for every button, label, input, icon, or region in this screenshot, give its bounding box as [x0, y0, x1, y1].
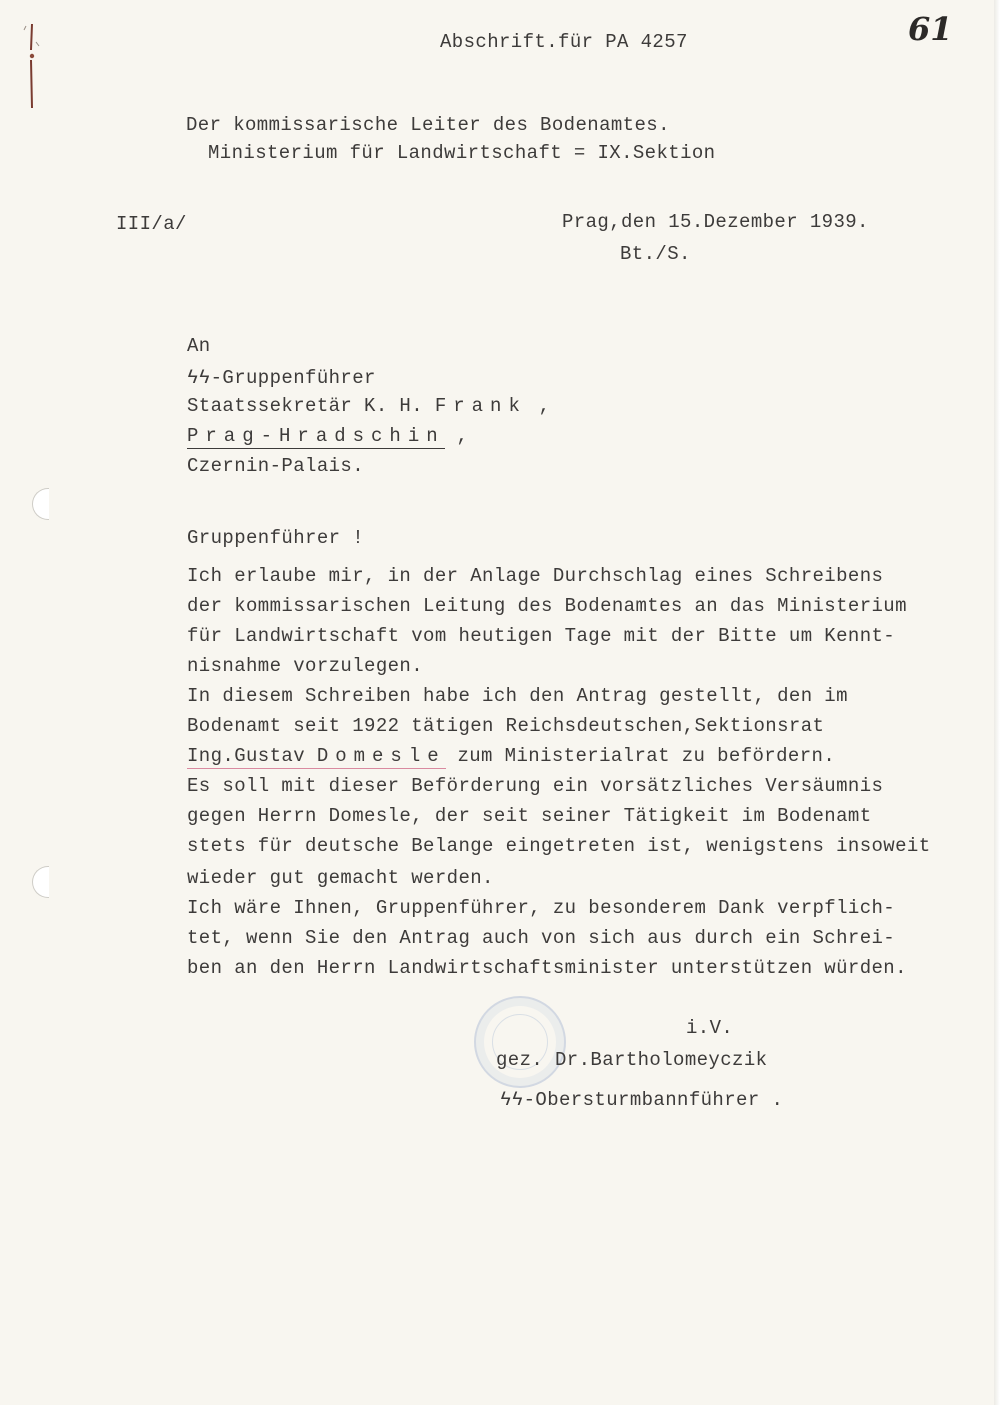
recipient-city-line	[187, 426, 468, 446]
recipient-title: Staatssekretär K. H.	[187, 395, 435, 417]
faded-stamp	[474, 996, 566, 1088]
signature-name: gez. Dr.Bartholomeyczik	[496, 1049, 768, 1071]
recipient-name-suffix: ,	[526, 395, 551, 417]
body-line-13: tet, wenn Sie den Antrag auch von sich aus durch ein Schrei-	[187, 927, 896, 949]
body-line-1: Ich erlaube mir, in der Anlage Durchschlag eines Schreibens	[187, 565, 884, 587]
body-line-14: ben an den Herrn Landwirtschaftsminister unterstützen würden.	[187, 957, 907, 979]
signature-rank: ϟϟ-Obersturmbannführer .	[500, 1089, 784, 1111]
body-line-9: gegen Herrn Domesle, der seit seiner Tätigkeit im Bodenamt	[187, 805, 872, 827]
body-line-11: wieder gut gemacht werden.	[187, 867, 494, 889]
recipient-to: An	[187, 335, 211, 357]
body-line-4: nisnahme vorzulegen.	[187, 655, 424, 677]
recipient-city: Prag-Hradschin	[187, 425, 445, 447]
body-line-5: In diesem Schreiben habe ich den Antrag gestellt, den im	[187, 685, 848, 707]
page-number: 61	[908, 10, 953, 48]
signature-proxy: i.V.	[686, 1017, 734, 1039]
file-number: III/a/	[116, 213, 187, 235]
recipient-name: Frank	[434, 395, 527, 417]
salutation: Gruppenführer !	[187, 527, 365, 549]
body-line-7-suffix: zum Ministerialrat zu befördern.	[445, 745, 836, 767]
body-line-3: für Landwirtschaft vom heutigen Tage mit der Bitte um Kennt-	[187, 625, 896, 647]
body-line-2: der kommissarischen Leitung des Bodenamtes an das Ministerium	[187, 595, 907, 617]
initials: Bt./S.	[620, 243, 691, 265]
recipient-building: Czernin-Palais.	[187, 455, 365, 477]
body-line-6: Bodenamt seit 1922 tätigen Reichsdeutschen,Sektionsrat	[187, 715, 825, 737]
sender-line-1: Der kommissarische Leiter des Bodenamtes.	[186, 114, 670, 136]
body-line-12: Ich wäre Ihnen, Gruppenführer, zu besonderem Dank verpflich-	[187, 897, 896, 919]
body-line-7-prefix: Ing.Gustav	[187, 745, 317, 767]
body-line-10: stets für deutsche Belange eingetreten ist, wenigstens insoweit	[187, 835, 931, 857]
body-line-7	[187, 746, 835, 766]
staple-mark	[22, 20, 40, 110]
recipient-city-suffix: ,	[444, 425, 469, 447]
sender-line-2: Ministerium für Landwirtschaft = IX.Sektion	[208, 142, 716, 164]
recipient-rank: ϟϟ-Gruppenführer	[187, 367, 376, 389]
recipient-name-line	[187, 396, 550, 416]
page-edge	[994, 0, 1000, 1405]
punch-hole-upper	[32, 488, 49, 520]
body-line-8: Es soll mit dieser Beförderung ein vorsätzliches Versäumnis	[187, 775, 884, 797]
place-date: Prag,den 15.Dezember 1939.	[562, 211, 869, 233]
punch-hole-lower	[32, 866, 49, 898]
underlined-name: Domesle	[316, 745, 446, 767]
copy-note: Abschrift.für PA 4257	[440, 31, 688, 53]
